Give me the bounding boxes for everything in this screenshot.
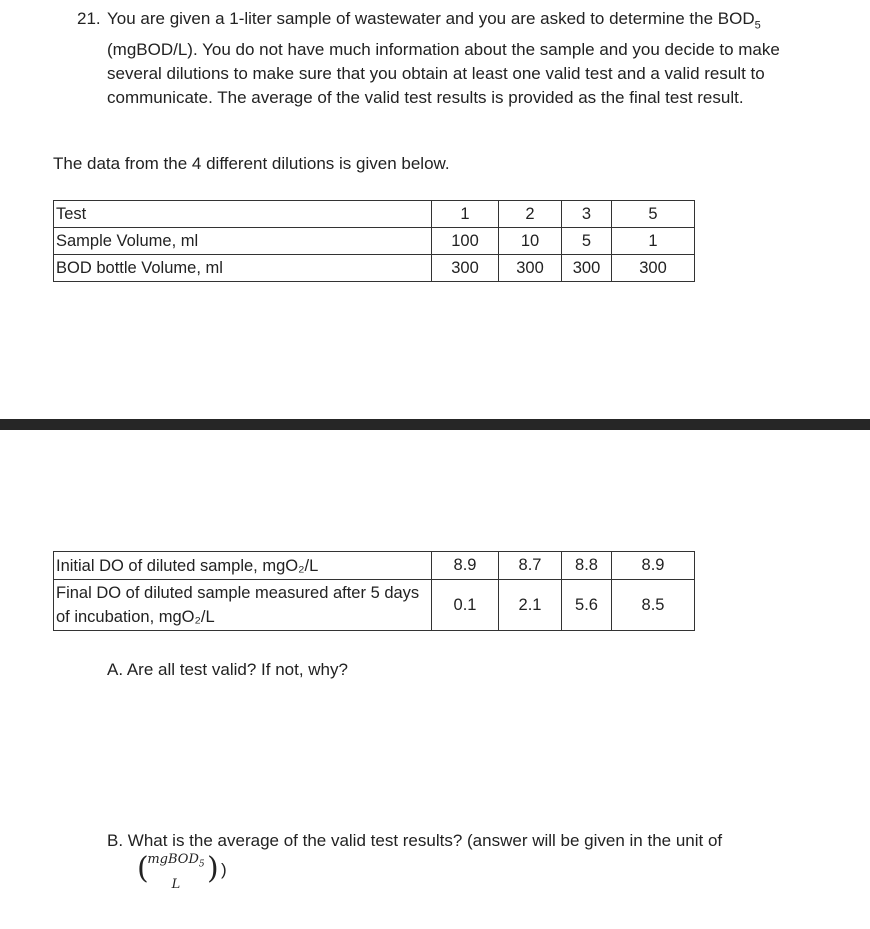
page-separator bbox=[0, 419, 870, 430]
cell: 0.1 bbox=[432, 580, 499, 631]
do-table bbox=[53, 551, 695, 631]
cell: 300 bbox=[612, 255, 695, 282]
bod-subscript: 5 bbox=[754, 19, 761, 32]
cell: 300 bbox=[499, 255, 562, 282]
cell: 5 bbox=[562, 228, 612, 255]
open-paren: ( bbox=[137, 851, 149, 886]
fraction-denominator: L bbox=[171, 876, 181, 892]
part-a-question: A. Are all test valid? If not, why? bbox=[107, 660, 348, 679]
table-row bbox=[54, 228, 695, 255]
table-row bbox=[54, 580, 695, 631]
close-paren: ) bbox=[207, 851, 219, 886]
cell: 8.9 bbox=[432, 552, 499, 580]
cell: 5 bbox=[612, 201, 695, 228]
question-number: 21. bbox=[77, 9, 101, 28]
cell: 8.7 bbox=[499, 552, 562, 580]
cell: 3 bbox=[562, 201, 612, 228]
question-text: You are given a 1-liter sample of wastewater and you are asked to determine the $BOD_5$ (mgBOD/L). You do not have much information about the sample and you decide to make several dilutions to make sure that you obtain at least one valid test and a valid result to communicate. The average of the valid test results is provided as the final test result. bbox=[107, 9, 780, 108]
fraction bbox=[145, 852, 207, 893]
table-row bbox=[54, 201, 695, 228]
table-row bbox=[54, 552, 695, 580]
cell: 2 bbox=[499, 201, 562, 228]
cell: 300 bbox=[432, 255, 499, 282]
part-b-question: B. What is the average of the valid test results? (answer will be given in the unit of bbox=[107, 831, 723, 850]
row-label: Final DO of diluted sample measured after 5 days of incubation, mgO₂/L bbox=[54, 580, 432, 631]
cell: 10 bbox=[499, 228, 562, 255]
cell: 8.5 bbox=[612, 580, 695, 631]
cell: 1 bbox=[612, 228, 695, 255]
row-label: BOD bottle Volume, ml bbox=[54, 255, 432, 282]
cell: 8.9 bbox=[612, 552, 695, 580]
close-paren-outer: ) bbox=[221, 860, 227, 879]
question-21 bbox=[77, 7, 837, 111]
cell: 300 bbox=[562, 255, 612, 282]
cell: 5.6 bbox=[562, 580, 612, 631]
row-label: Initial DO of diluted sample, mgO₂/L bbox=[54, 552, 432, 580]
dilution-table bbox=[53, 200, 695, 282]
table-row bbox=[54, 255, 695, 282]
cell: 1 bbox=[432, 201, 499, 228]
cell: 2.1 bbox=[499, 580, 562, 631]
cell: 100 bbox=[432, 228, 499, 255]
fraction-numerator: mgBOD$_5$ bbox=[147, 852, 205, 870]
dilution-intro: The data from the 4 different dilutions is given below. bbox=[53, 154, 450, 173]
cell: 8.8 bbox=[562, 552, 612, 580]
row-label: Sample Volume, ml bbox=[54, 228, 432, 255]
row-label: Test bbox=[54, 201, 432, 228]
